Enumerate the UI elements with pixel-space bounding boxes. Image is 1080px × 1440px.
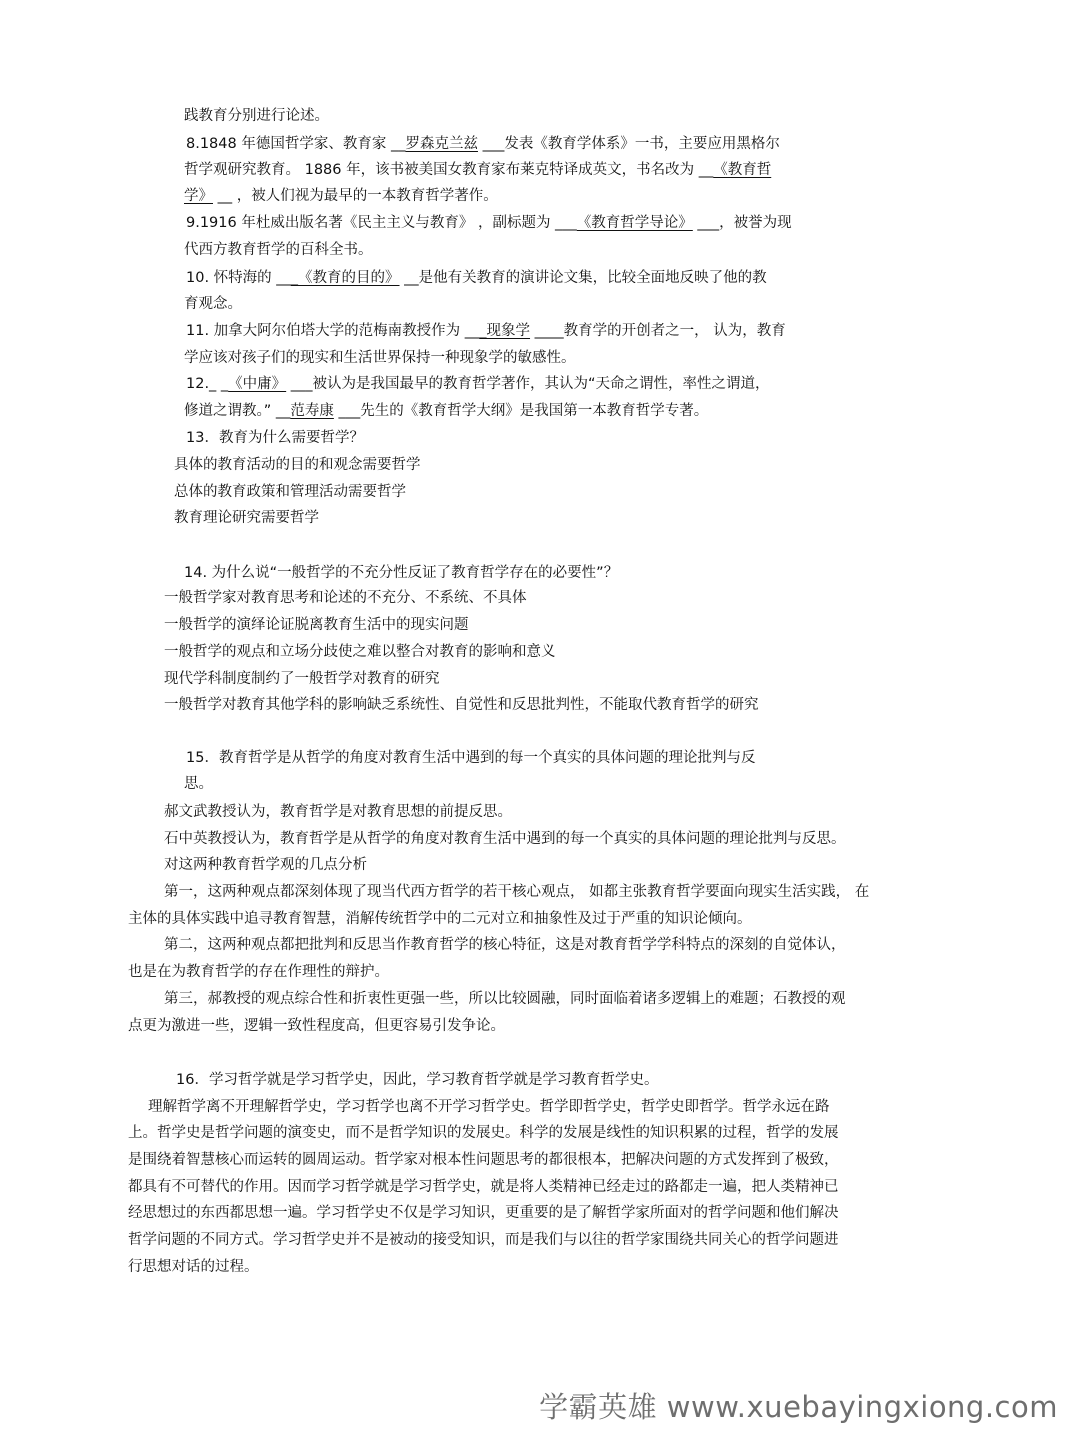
question-12-line-1: 12._ _《中庸》 ___被认为是我国最早的教育哲学著作，其认为“天命之谓性，率性之谓道， bbox=[186, 376, 770, 392]
list-item: 现代学科制度制约了一般哲学对教育的研究 bbox=[164, 671, 440, 687]
paragraph: 第二，这两种观点都把批判和反思当作教育哲学的核心特征，这是对教育哲学学科特点的深刻的自觉体认， bbox=[164, 937, 846, 953]
list-item: 具体的教育活动的目的和观念需要哲学 bbox=[174, 457, 421, 473]
paragraph: 都具有不可替代的作用。因而学习哲学就是学习哲学史，就是将人类精神已经走过的路都走一遍，把人类精神已 bbox=[128, 1179, 839, 1195]
answer-blank: 范寿康 bbox=[290, 403, 334, 419]
question-13-title: 13．教育为什么需要哲学？ bbox=[186, 430, 364, 446]
question-15-title-cont: 思。 bbox=[184, 776, 213, 792]
question-9-line-2: 代西方教育哲学的百科全书。 bbox=[184, 242, 373, 258]
paragraph: 主体的具体实践中追寻教育智慧，消解传统哲学中的二元对立和抽象性及过于严重的知识论倾向。 bbox=[128, 911, 752, 927]
paragraph: 对这两种教育哲学观的几点分析 bbox=[164, 857, 367, 873]
paragraph: 理解哲学离不开理解哲学史，学习哲学也离不开学习哲学史。哲学即哲学史，哲学史即哲学。哲学永远在路 bbox=[148, 1099, 830, 1115]
paragraph: 第三，郝教授的观点综合性和折衷性更强一些，所以比较圆融，同时面临着诸多逻辑上的难题；石教授的观 bbox=[164, 991, 846, 1007]
paragraph: 郝文武教授认为，教育哲学是对教育思想的前提反思。 bbox=[164, 804, 512, 820]
watermark: 学霸英雄 www.xuebayingxiong.com bbox=[539, 1390, 1058, 1424]
question-16-title: 16．学习哲学就是学习哲学史，因此，学习教育哲学就是学习教育哲学史。 bbox=[176, 1072, 659, 1088]
question-11-line-1: 11. 加拿大阿尔伯塔大学的范梅南教授作为 ___现象学 ____教育学的开创者之一， 认为，教育 bbox=[186, 323, 786, 339]
list-item: 一般哲学对教育其他学科的影响缺乏系统性、自觉性和反思批判性，不能取代教育哲学的研究 bbox=[164, 697, 759, 713]
question-11-line-2: 学应该对孩子们的现实和生活世界保持一种现象学的敏感性。 bbox=[184, 350, 576, 366]
answer-blank: _现象学 bbox=[479, 323, 531, 339]
question-9-line-1: 9.1916 年杜威出版名著《民主主义与教育》 ，副标题为 ___《教育哲学导论》 ___，被誉为现 bbox=[186, 215, 792, 231]
question-10-line-2: 育观念。 bbox=[184, 296, 242, 312]
answer-blank: 《中庸》 bbox=[228, 376, 287, 392]
list-item: 一般哲学家对教育思考和论述的不充分、不系统、不具体 bbox=[164, 590, 527, 606]
list-item: 一般哲学的演绎论证脱离教育生活中的现实问题 bbox=[164, 617, 469, 633]
answer-blank: 学》 bbox=[184, 188, 213, 204]
question-8-line-3: 学》 __ ，被人们视为最早的一本教育哲学著作。 bbox=[184, 188, 498, 204]
paragraph: 上。哲学史是哲学问题的演变史，而不是哲学知识的发展史。科学的发展是线性的知识积累的过程，哲学的发展 bbox=[128, 1125, 839, 1141]
question-15-title: 15．教育哲学是从哲学的角度对教育生活中遇到的每一个真实的具体问题的理论批判与反 bbox=[186, 750, 756, 766]
paragraph: 是围绕着智慧核心而运转的圆周运动。哲学家对根本性问题思考的都很根本，把解决问题的方式发挥到了极致， bbox=[128, 1152, 839, 1168]
answer-blank: _《教育的目的》 bbox=[290, 270, 400, 286]
answer-blank: 罗森克兰兹 bbox=[405, 136, 478, 152]
question-10-line-1: 10. 怀特海的 ___《教育的目的》 __是他有关教育的演讲论文集，比较全面地反映了他的教 bbox=[186, 270, 767, 286]
paragraph: 哲学问题的不同方式。学习哲学史并不是被动的接受知识，而是我们与以往的哲学家围绕共同关心的哲学问题进 bbox=[128, 1232, 839, 1248]
paragraph: 也是在为教育哲学的存在作理性的辩护。 bbox=[128, 964, 389, 980]
paragraph: 第一，这两种观点都深刻体现了现当代西方哲学的若干核心观点， 如都主张教育哲学要面向现实生活实践， 在 bbox=[164, 884, 870, 900]
list-item: 教育理论研究需要哲学 bbox=[174, 510, 319, 526]
question-8-line-1: 8.1848 年德国哲学家、教育家 __罗森克兰兹 ___发表《教育学体系》一书，主要应用黑格尔 bbox=[186, 136, 780, 152]
paragraph: 经思想过的东西都思想一遍。学习哲学史不仅是学习知识，更重要的是了解哲学家所面对的哲学问题和他们解决 bbox=[128, 1205, 839, 1221]
list-item: 一般哲学的观点和立场分歧使之难以整合对教育的影响和意义 bbox=[164, 644, 556, 660]
text-line: 践教育分别进行论述。 bbox=[184, 108, 329, 124]
answer-blank: 《教育哲 bbox=[713, 162, 772, 178]
question-14-title: 14. 为什么说“一般哲学的不充分性反证了教育哲学存在的必要性”？ bbox=[184, 565, 619, 581]
list-item: 总体的教育政策和管理活动需要哲学 bbox=[174, 484, 406, 500]
paragraph: 行思想对话的过程。 bbox=[128, 1259, 259, 1275]
question-12-line-2: 修道之谓教。” __范寿康 ___先生的《教育哲学大纲》是我国第一本教育哲学专著。 bbox=[184, 403, 709, 419]
question-8-line-2: 哲学观研究教育。 1886 年，该书被美国女教育家布莱克特译成英文，书名改为 __《教育哲 bbox=[184, 162, 772, 178]
answer-blank: 《教育哲学导论》 bbox=[576, 215, 693, 231]
paragraph: 点更为激进一些，逻辑一致性程度高，但更容易引发争论。 bbox=[128, 1018, 505, 1034]
paragraph: 石中英教授认为，教育哲学是从哲学的角度对教育生活中遇到的每一个真实的具体问题的理论批判与反思。 bbox=[164, 831, 846, 847]
